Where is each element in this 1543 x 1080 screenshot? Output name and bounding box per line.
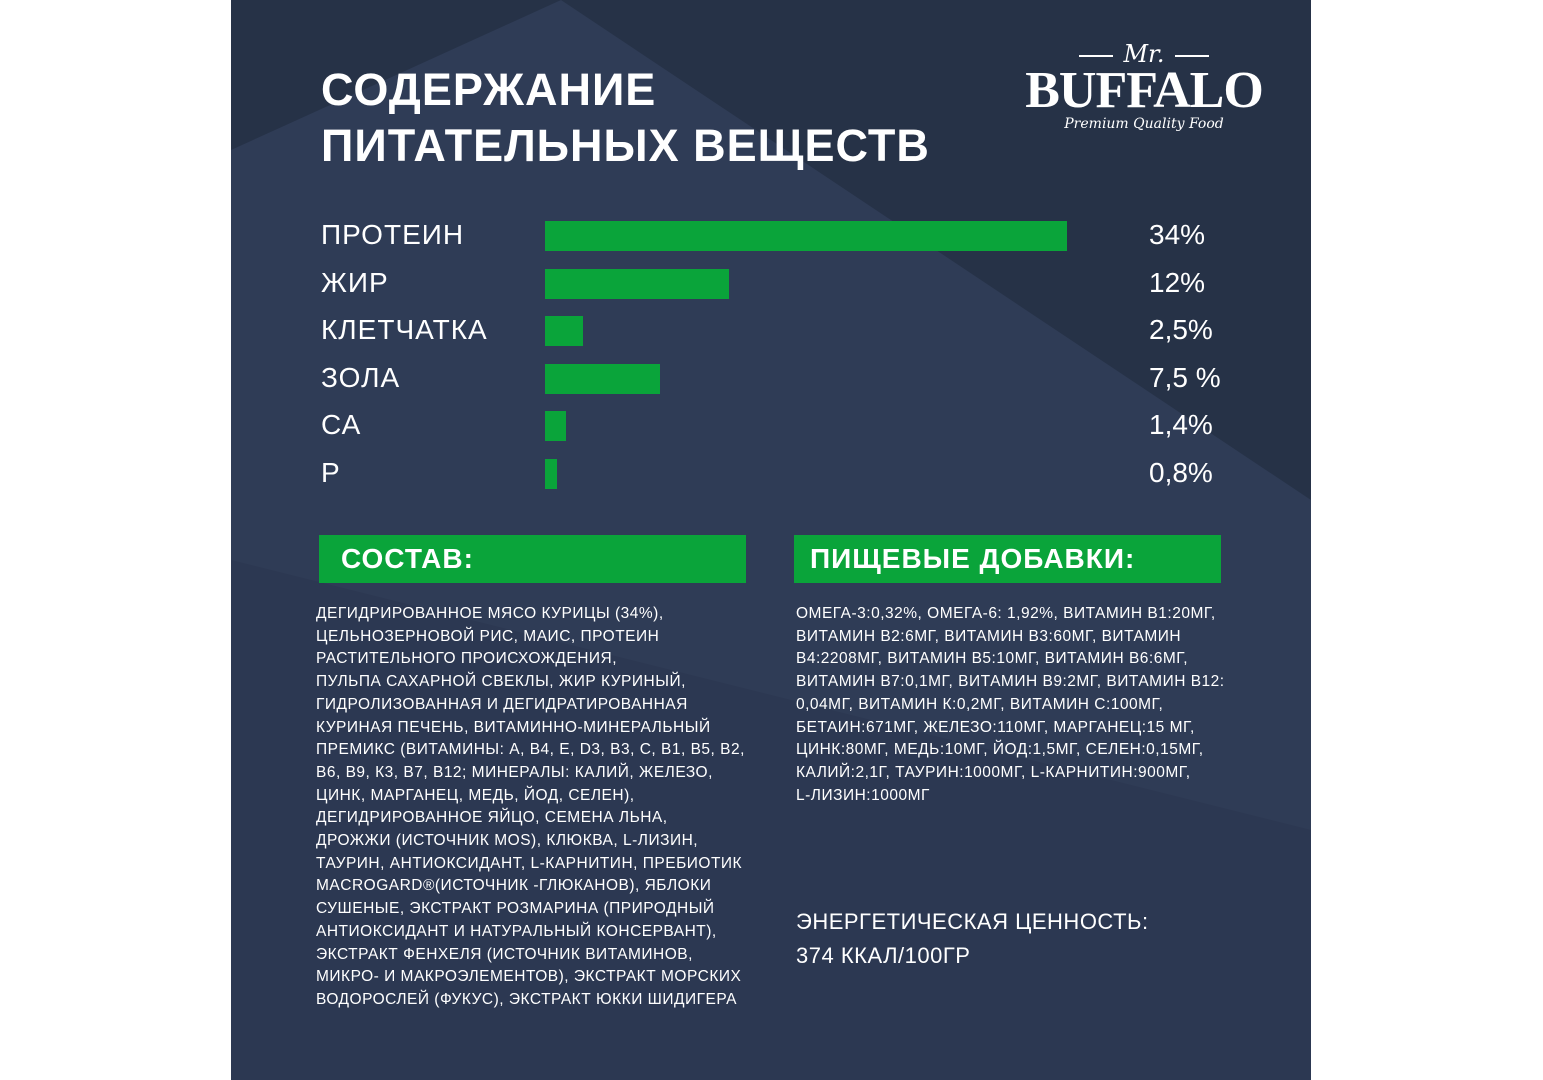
additives-heading: ПИЩЕВЫЕ ДОБАВКИ: — [794, 535, 1221, 583]
energy-value: 374 ККАЛ/100ГР — [796, 943, 971, 968]
page-title — [321, 62, 930, 174]
logo-brand: BUFFALO — [1025, 62, 1263, 119]
nutrient-bar — [545, 316, 583, 346]
nutrient-value: 0,8% — [1149, 457, 1213, 488]
nutrient-value: 7,5 % — [1149, 362, 1221, 393]
nutrient-label: ЖИР — [321, 267, 389, 298]
energy-value-block — [796, 905, 1149, 973]
nutrient-value: 34% — [1149, 219, 1206, 250]
nutrient-value: 1,4% — [1149, 409, 1213, 440]
nutrient-label: КЛЕТЧАТКА — [321, 314, 488, 345]
energy-label: ЭНЕРГЕТИЧЕСКАЯ ЦЕННОСТЬ: — [796, 909, 1149, 934]
nutrient-bar — [545, 221, 1067, 251]
page-title-line-2: ПИТАТЕЛЬНЫХ ВЕЩЕСТВ — [321, 120, 930, 171]
nutrient-value: 2,5% — [1149, 314, 1213, 345]
brand-logo — [1019, 40, 1269, 140]
composition-heading: СОСТАВ: — [319, 535, 746, 583]
nutrient-bar — [545, 269, 729, 299]
logo-mr: Mr. — [1019, 40, 1269, 68]
page-title-line-1: СОДЕРЖАНИЕ — [321, 64, 657, 115]
nutrient-label: ПРОТЕИН — [321, 219, 465, 250]
composition-text: ДЕГИДРИРОВАННОЕ МЯСО КУРИЦЫ (34%), ЦЕЛЬНОЗЕРНОВОЙ РИС, МАИС, ПРОТЕИН РАСТИТЕЛЬНОГО ПРОИСХОЖДЕНИЯ, ПУЛЬПА САХАРНОЙ СВЕКЛЫ, ЖИР КУРИНЫЙ, ГИДРОЛИЗОВАННАЯ И ДЕГИДРАТИРОВАННАЯ КУРИНАЯ ПЕЧЕНЬ, ВИТАМИННО-МИНЕРАЛЬНЫЙ ПРЕМИКС (ВИТАМИНЫ: А, В4, Е, D3, В3, С, В1, В5, В2, В6, В9, К3, В7, В12; МИНЕРАЛЫ: КАЛИЙ, ЖЕЛЕЗО, ЦИНК, МАРГАНЕЦ, МЕДЬ, ЙОД, СЕЛЕН), ДЕГИДРИРОВАННОЕ ЯЙЦО, СЕМЕНА ЛЬНА, ДРОЖЖИ (ИСТОЧНИК MOS), КЛЮКВА, L-ЛИЗИН, ТАУРИН, АНТИОКСИДАНТ, L-КАРНИТИН, ПРЕБИОТИК MACROGARD®(ИСТОЧНИК -ГЛЮКАНОВ), ЯБЛОКИ СУШЕНЫЕ, ЭКСТРАКТ РОЗМАРИНА (ПРИРОДНЫЙ АНТИОКСИДАНТ И НАТУРАЛЬНЫЙ КОНСЕРВАНТ), ЭКСТРАКТ ФЕНХЕЛЯ (ИСТОЧНИК ВИТАМИНОВ, МИКРО- И МАКРОЭЛЕМЕНТОВ), ЭКСТРАКТ МОРСКИХ ВОДОРОСЛЕЙ (ФУКУС), ЭКСТРАКТ ЮККИ ШИДИГЕРА — [316, 605, 745, 1008]
nutrient-bar — [545, 364, 660, 394]
nutrient-value: 12% — [1149, 267, 1206, 298]
nutrient-label: СА — [321, 409, 362, 440]
nutrition-card — [231, 0, 1311, 1080]
nutrient-bar — [545, 411, 566, 441]
nutrient-label: ЗОЛА — [321, 362, 401, 393]
nutrient-label: Р — [321, 457, 341, 488]
logo-tagline: Premium Quality Food — [1064, 116, 1224, 132]
additives-text: ОМЕГА-3:0,32%, ОМЕГА-6: 1,92%, ВИТАМИН В1:20МГ, ВИТАМИН В2:6МГ, ВИТАМИН В3:60МГ, ВИТАМИН В4:2208МГ, ВИТАМИН В5:10МГ, ВИТАМИН В6:6МГ, ВИТАМИН В7:0,1МГ, ВИТАМИН В9:2МГ, ВИТАМИН В12: 0,04МГ, ВИТАМИН К:0,2МГ, ВИТАМИН С:100МГ, БЕТАИН:671МГ, ЖЕЛЕЗО:110МГ, МАРГАНЕЦ:15 МГ, ЦИНК:80МГ, МЕДЬ:10МГ, ЙОД:1,5МГ, СЕЛЕН:0,15МГ, КАЛИЙ:2,1Г, ТАУРИН:1000МГ, L-КАРНИТИН:900МГ, L-ЛИЗИН:1000МГ — [796, 605, 1225, 804]
nutrient-bar — [545, 459, 557, 489]
